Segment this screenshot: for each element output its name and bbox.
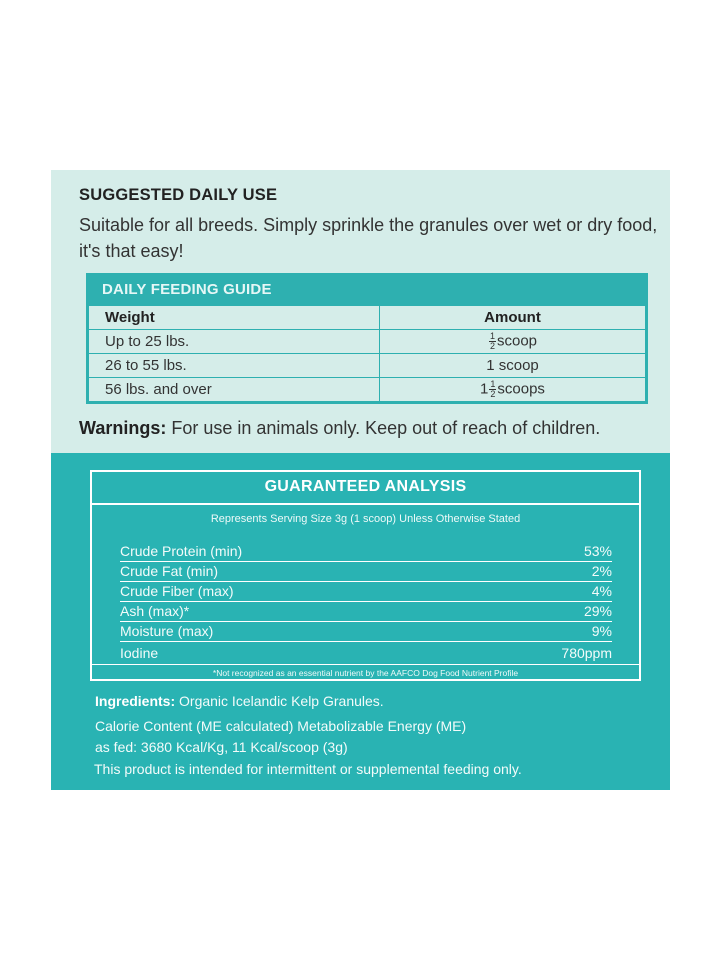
analysis-rows	[120, 542, 612, 664]
table-row	[120, 602, 612, 622]
nutrient-value: 29%	[583, 603, 612, 619]
nutrient-name: Crude Protein (min)	[120, 543, 243, 559]
nutrient-name: Crude Fiber (max)	[120, 583, 234, 599]
feeding-guide-header-row	[89, 306, 646, 330]
amount-header: Amount	[380, 306, 646, 330]
feeding-guide-table	[86, 273, 648, 404]
guaranteed-analysis-box	[90, 470, 641, 681]
table-row	[120, 562, 612, 582]
warnings-text	[79, 418, 600, 439]
nutrient-name: Crude Fat (min)	[120, 563, 219, 579]
nutrient-value: 2%	[591, 563, 612, 579]
warnings-label: Warnings:	[79, 418, 167, 438]
table-row	[89, 354, 646, 378]
table-row	[120, 542, 612, 562]
table-row	[89, 330, 646, 354]
feeding-guide-title: DAILY FEEDING GUIDE	[102, 281, 272, 298]
nutrient-value: 4%	[591, 583, 612, 599]
amount-unit: 1 scoop	[486, 357, 539, 374]
weight-cell: 26 to 55 lbs.	[89, 354, 380, 378]
suggested-use-title: SUGGESTED DAILY USE	[79, 186, 278, 204]
amount-unit: scoops	[497, 380, 545, 398]
guaranteed-analysis-title: GUARANTEED ANALYSIS	[92, 472, 639, 505]
calorie-content	[95, 716, 615, 758]
table-row	[120, 582, 612, 602]
analysis-footnote: *Not recognized as an essential nutrient by the AAFCO Dog Food Nutrient Profile	[92, 664, 639, 682]
amount-unit: scoop	[496, 332, 538, 350]
nutrient-value: 53%	[583, 543, 612, 559]
ingredients-label: Ingredients:	[95, 693, 176, 709]
calorie-line-2: as fed: 3680 Kcal/Kg, 11 Kcal/scoop (3g)	[95, 739, 348, 755]
nutrient-value: 780ppm	[561, 645, 612, 661]
ingredients-body: Organic Icelandic Kelp Granules.	[175, 693, 384, 709]
table-row	[89, 378, 646, 402]
suggested-use-text: Suitable for all breeds. Simply sprinkle the granules over wet or dry food, it's that easy!	[79, 215, 658, 261]
fraction: $\frac{1}{2}$	[490, 379, 496, 399]
feeding-note: This product is intended for intermittent or supplemental feeding only.	[94, 761, 522, 777]
weight-header: Weight	[89, 306, 380, 330]
nutrient-name: Ash (max)*	[120, 603, 190, 619]
nutrient-value: 9%	[591, 623, 612, 639]
table-row	[120, 642, 612, 664]
amount-cell	[380, 330, 646, 354]
calorie-line-1: Calorie Content (ME calculated) Metabolizable Energy (ME)	[95, 718, 467, 734]
nutrient-name: Moisture (max)	[120, 623, 214, 639]
serving-size-note: Represents Serving Size 3g (1 scoop) Unless Otherwise Stated	[210, 513, 521, 525]
table-row	[120, 622, 612, 642]
ingredients-text	[95, 693, 384, 709]
weight-cell: 56 lbs. and over	[89, 378, 380, 402]
fraction: $\frac{1}{2}$	[489, 331, 495, 351]
warnings-body: For use in animals only. Keep out of reach of children.	[166, 418, 601, 438]
amount-whole: 1	[480, 380, 489, 398]
feeding-guide-grid	[88, 305, 646, 402]
suggested-use-panel	[51, 170, 670, 453]
weight-cell: Up to 25 lbs.	[89, 330, 380, 354]
analysis-panel	[51, 453, 670, 790]
amount-cell	[380, 354, 646, 378]
nutrient-name: Iodine	[120, 645, 159, 661]
amount-cell	[380, 378, 646, 402]
